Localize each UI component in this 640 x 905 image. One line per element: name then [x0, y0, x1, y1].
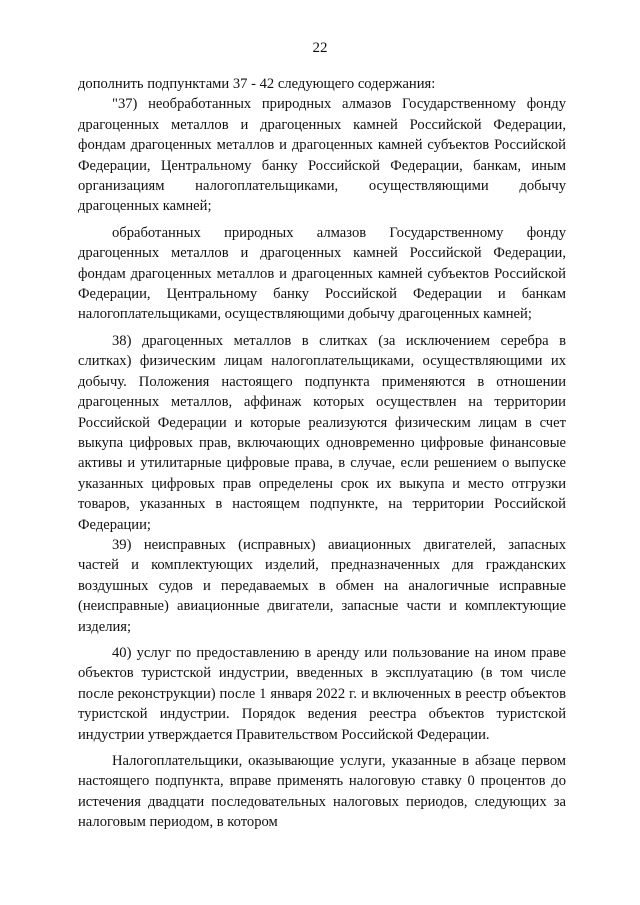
- clause-40-paragraph: 40) услуг по предоставлению в аренду или пользование на ином праве объектов туристской индустрии, введенных в эксплуатацию (в том числе после реконструкции) после 1 января 2022 г. и включенных в реестр объектов туристской индустрии. Порядок ведения реестра объектов туристской индустрии утверждается Правительством Российской Федерации.: [78, 644, 566, 743]
- intro-paragraph: дополнить подпунктами 37 - 42 следующего содержания:: [78, 76, 436, 92]
- document-body: [78, 74, 566, 833]
- clause-39-paragraph: 39) неисправных (исправных) авиационных двигателей, запасных частей и комплектующих изделий, предназначенных для гражданских воздушных судов и передаваемых в обмен на аналогичные исправные (неисправные) авиационные двигатели, запасные части и комплектующие изделия;: [78, 536, 566, 635]
- page-number: 22: [312, 40, 328, 56]
- clause-38-paragraph: 38) драгоценных металлов в слитках (за исключением серебра в слитках) физическим лицам налогоплательщиками, осуществляющими их добычу. Положения настоящего подпункта применяются в отношении драгоценных металлов, аффинаж которых осуществлен на территории Российской Федерации и которые реализуются физическим лицам в счет выкупа цифровых прав, включающих одновременно цифровые финансовые активы и утилитарные цифровые права, в случае, если решением о выпуске указанных цифровых прав определены срок их выкупа и место отгрузки товаров, указанных в настоящем подпункте, на территории Российской Федерации;: [78, 332, 566, 533]
- taxpayers-paragraph: Налогоплательщики, оказывающие услуги, указанные в абзаце первом настоящего подпункта, вправе применять налоговую ставку 0 процентов до истечения двадцати последовательных налоговых периодов, следующих за налоговым периодом, в котором: [78, 753, 566, 831]
- clause-37-paragraph: "37) необработанных природных алмазов Государственному фонду драгоценных металлов и драгоценных камней Российской Федерации, фондам драгоценных металлов и драгоценных камней субъектов Российской Федерации, Центральному банку Российской Федерации, банкам, иным организациям налогоплательщиками, осуществляющими добычу драгоценных камней;: [78, 96, 566, 215]
- processed-diamonds-paragraph: обработанных природных алмазов Государственному фонду драгоценных металлов и драгоценных камней Российской Федерации, фондам драгоценных металлов и драгоценных камней субъектов Российской Федерации, Центральному банку Российской Федерации и банкам налогоплательщиками, осуществляющими добычу драгоценных камней;: [78, 224, 566, 323]
